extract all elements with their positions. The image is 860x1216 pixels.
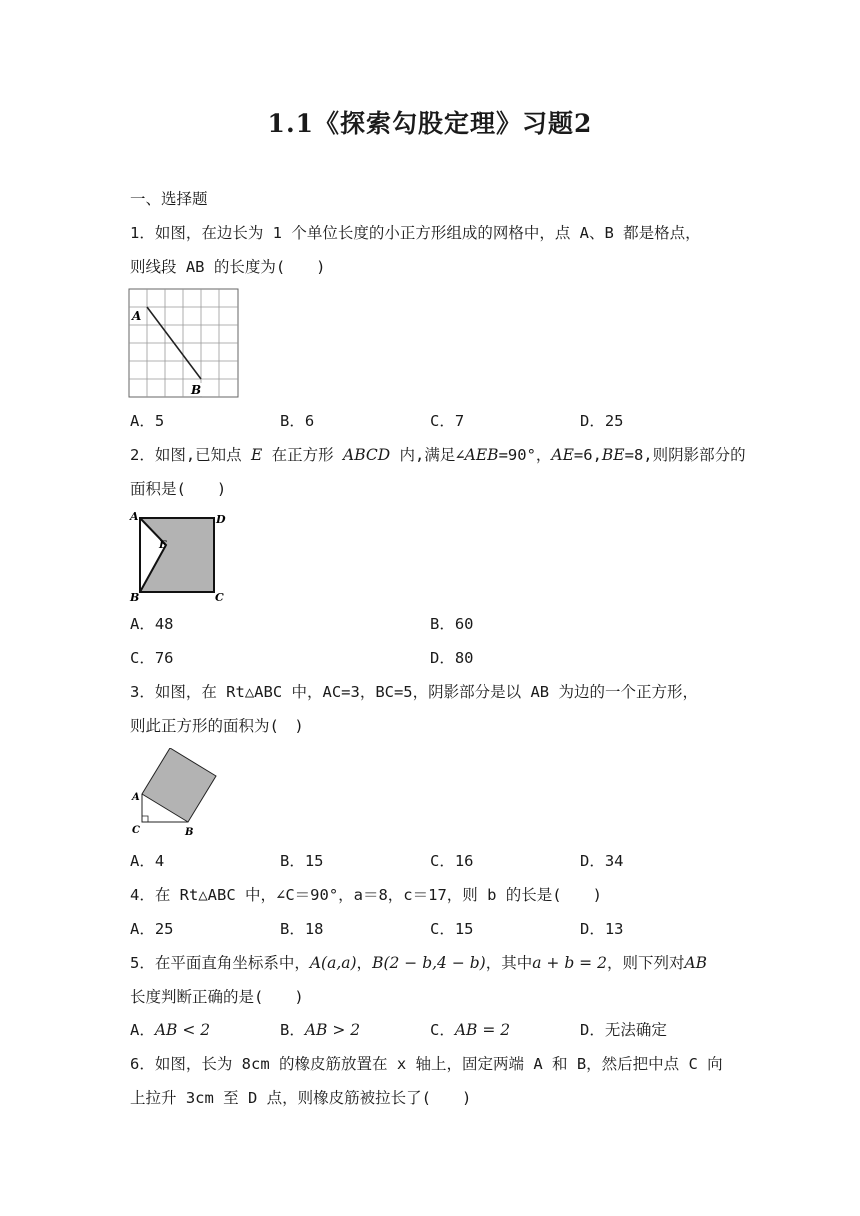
q5-option-c: C．AB = 2 — [430, 1021, 511, 1039]
q1-option-a: A．5 — [130, 412, 165, 430]
q3-triangle-figure — [128, 748, 224, 840]
q2-option-d: D．80 — [430, 649, 474, 667]
q3-option-c: C．16 — [430, 852, 474, 870]
q1-text-line2: 则线段 AB 的长度为( ) — [130, 258, 326, 276]
q5-point-b: B(2 − b,4 − b) — [372, 954, 486, 972]
q4-option-c: C．15 — [430, 920, 474, 938]
section-heading: 一、选择题 — [130, 190, 208, 208]
q1-label-b: B — [191, 383, 202, 397]
q1-option-c: C．7 — [430, 412, 465, 430]
q3-label-b: B — [185, 827, 194, 838]
q5-option-b: B．AB > 2 — [280, 1021, 361, 1039]
q2-option-a: A．48 — [130, 615, 174, 633]
q2-square-figure — [126, 508, 236, 604]
q4-option-a: A．25 — [130, 920, 174, 938]
q2-option-c: C．76 — [130, 649, 174, 667]
q4-option-d: D．13 — [580, 920, 624, 938]
q1-grid-figure — [128, 288, 240, 400]
q5-option-d: D．无法确定 — [580, 1021, 667, 1039]
q2-label-e: E — [159, 540, 167, 551]
q3-label-c: C — [132, 825, 140, 836]
q1-label-a: A — [132, 309, 142, 323]
q3-option-d: D．34 — [580, 852, 624, 870]
q2-option-b: B．60 — [430, 615, 474, 633]
q2-label-c: C — [215, 591, 224, 604]
q5-option-a: A．AB < 2 — [130, 1021, 211, 1039]
q3-label-a: A — [132, 792, 140, 803]
q6-text-line2: 上拉升 3cm 至 D 点，则橡皮筋被拉长了( ) — [130, 1089, 472, 1107]
q2-label-b: B — [130, 591, 140, 604]
q5-text-line2: 长度判断正确的是( ) — [130, 988, 304, 1006]
q3-option-b: B．15 — [280, 852, 324, 870]
q3-text-line2: 则此正方形的面积为( ) — [130, 717, 304, 735]
q2-text-line1: 2．如图,已知点 E 在正方形 ABCD 内,满足∠AEB=90°，AE=6,BE=8,则阴影部分的 — [130, 446, 746, 464]
q3-text-line1: 3．如图，在 Rt△ABC 中，AC=3，BC=5，阴影部分是以 AB 为边的一个正方形， — [130, 683, 698, 701]
q2-label-d: D — [216, 513, 226, 526]
q2-label-a: A — [130, 510, 139, 523]
q1-option-d: D．25 — [580, 412, 624, 430]
q3-option-a: A．4 — [130, 852, 165, 870]
q5-condition: a + b = 2 — [532, 954, 607, 972]
q5-text-line1: 5．在平面直角坐标系中，A(a,a)，B(2 − b,4 − b)，其中a + b = 2，则下列对AB — [130, 954, 708, 972]
q4-text-line1: 4．在 Rt△ABC 中，∠C＝90°，a＝8，c＝17，则 b 的长是( ) — [130, 886, 602, 904]
q1-text-line1: 1．如图，在边长为 1 个单位长度的小正方形组成的网格中，点 A、B 都是格点， — [130, 224, 701, 242]
document-title: 1.1《探索勾股定理》习题2 — [267, 109, 593, 138]
q6-text-line1: 6．如图，长为 8cm 的橡皮筋放置在 x 轴上，固定两端 A 和 B，然后把中点 C 向 — [130, 1055, 723, 1073]
q5-point-a: A(a,a) — [309, 954, 357, 972]
q4-option-b: B．18 — [280, 920, 324, 938]
q2-text-line2: 面积是( ) — [130, 480, 227, 498]
q1-option-b: B．6 — [280, 412, 315, 430]
